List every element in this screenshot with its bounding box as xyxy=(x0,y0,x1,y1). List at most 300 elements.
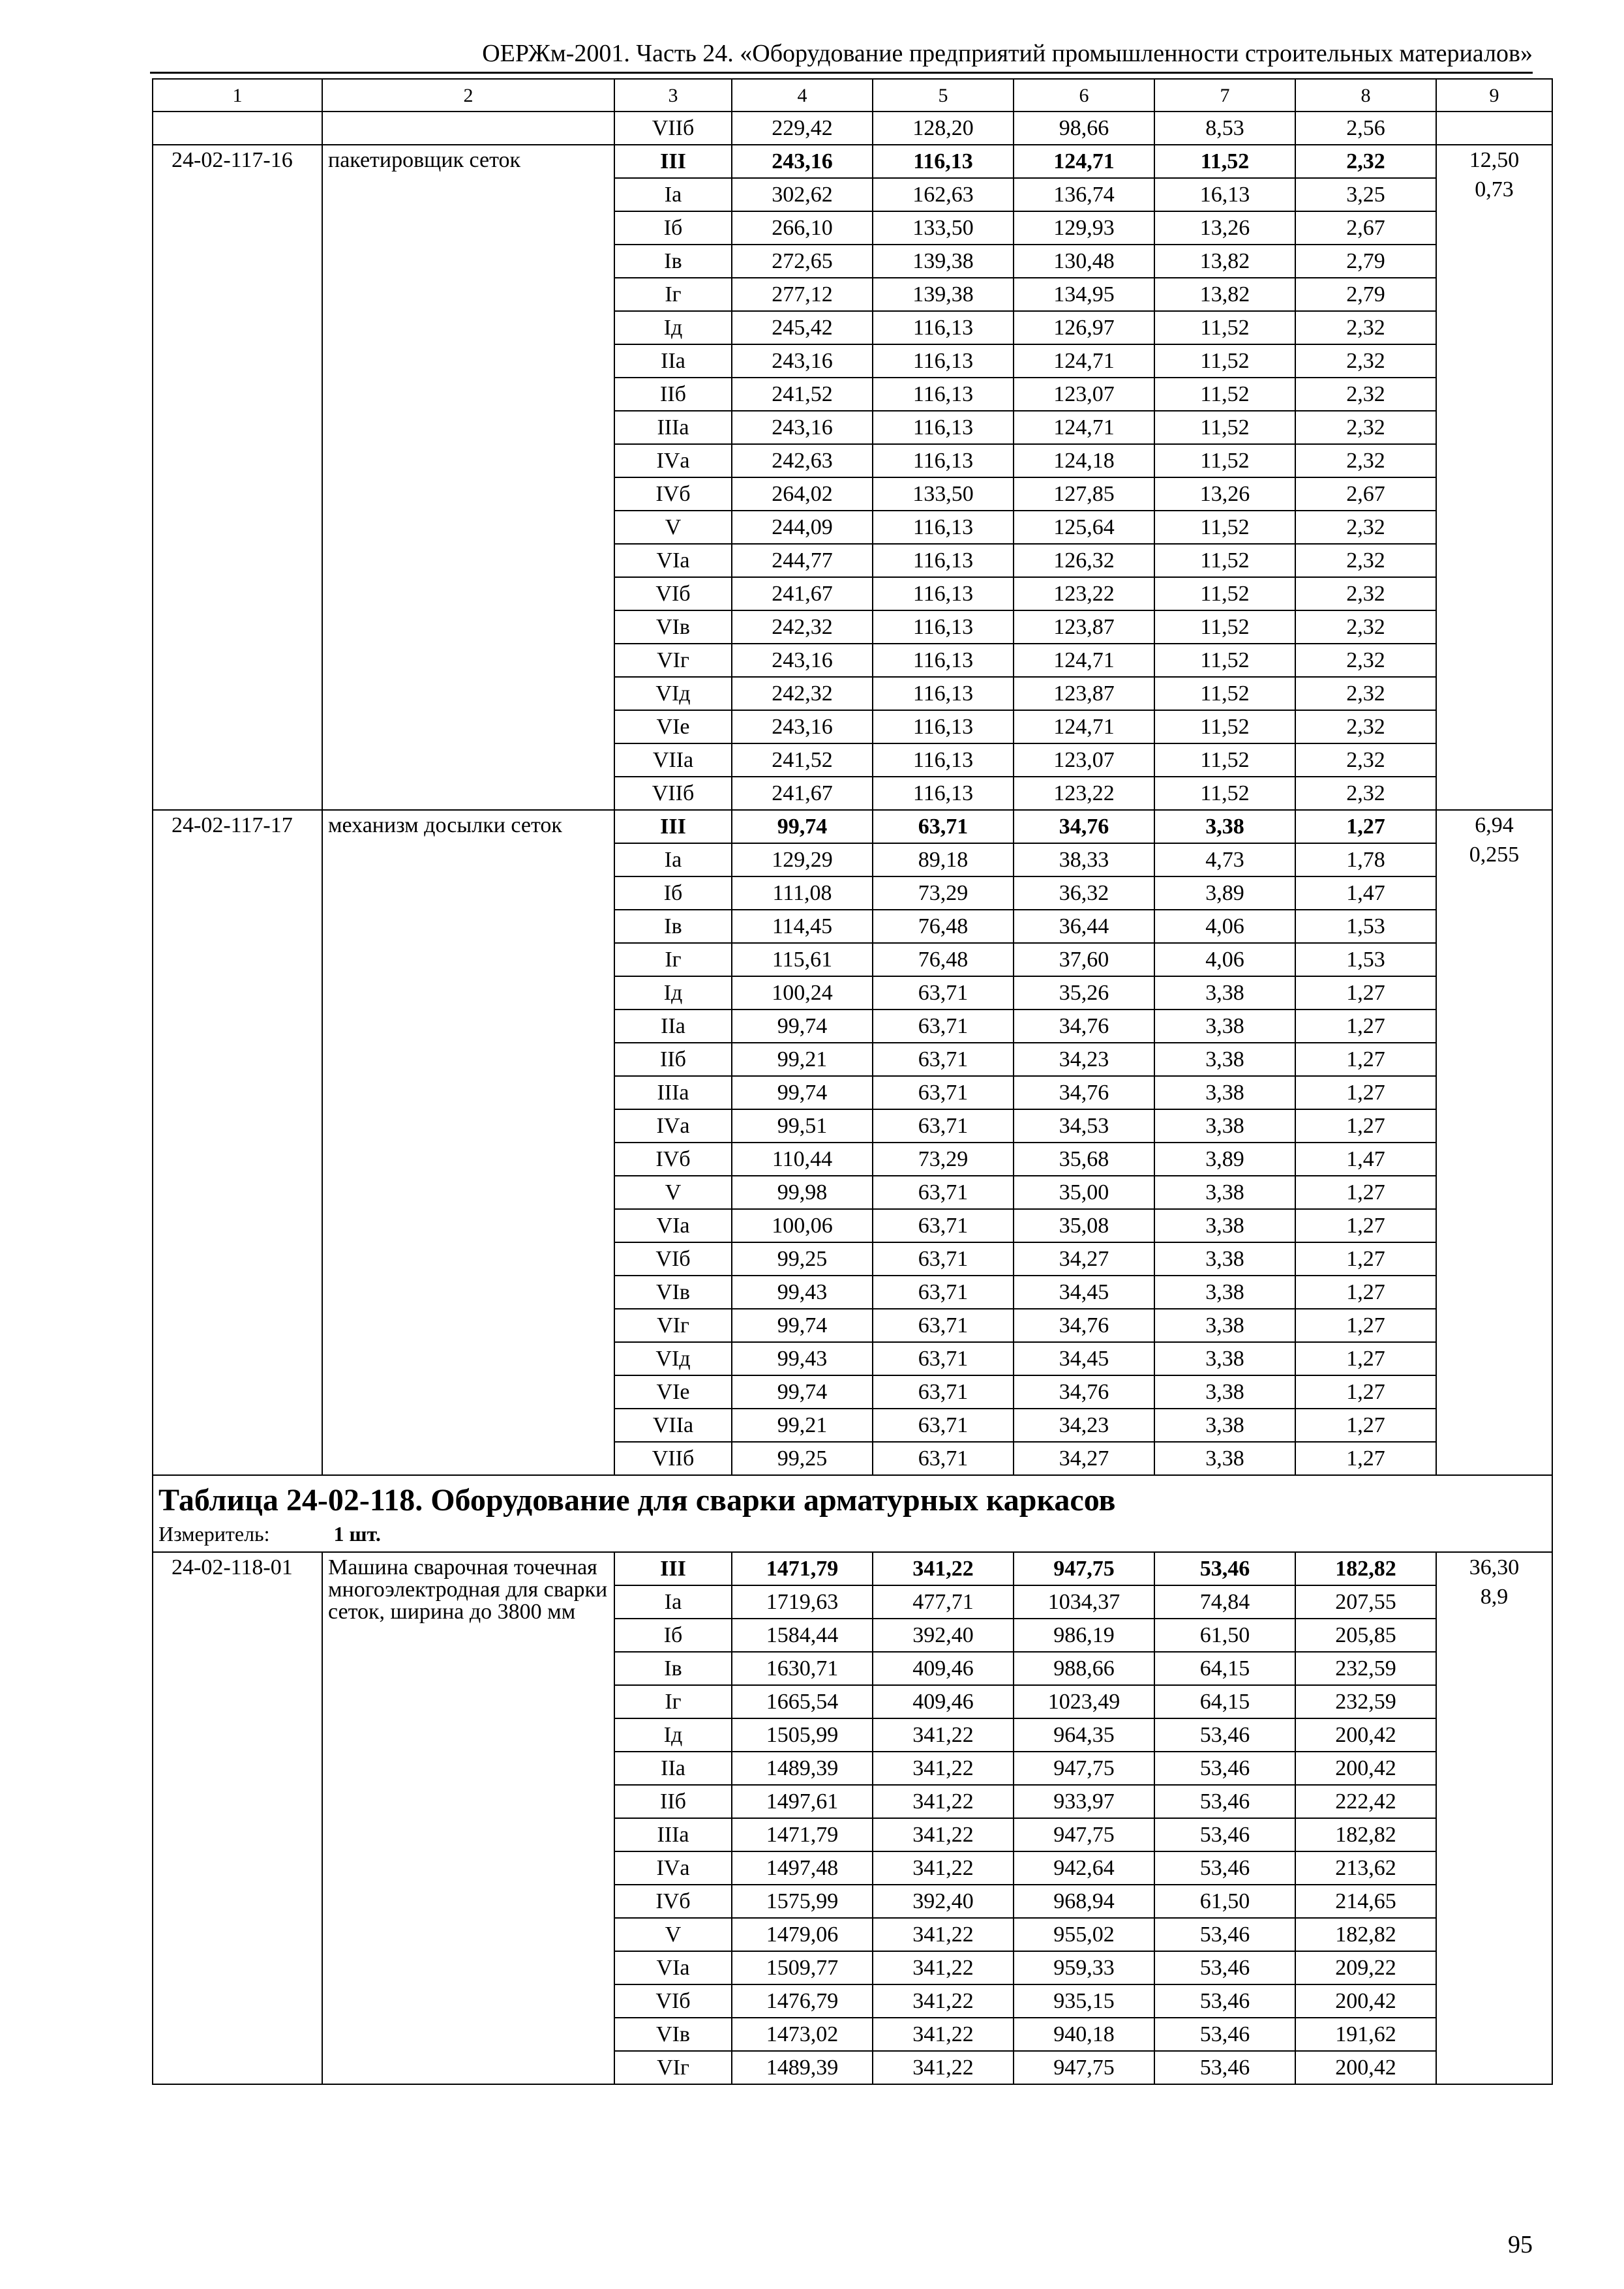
value-cell: 125,64 xyxy=(1014,511,1154,544)
value-cell: 1,27 xyxy=(1295,1209,1436,1242)
value-cell: 127,85 xyxy=(1014,477,1154,511)
value-cell: 222,42 xyxy=(1295,1785,1436,1818)
value-cell: 34,76 xyxy=(1014,1375,1154,1409)
value-cell: 2,32 xyxy=(1295,311,1436,344)
zone-cell: IIа xyxy=(614,1752,732,1785)
value-cell: 243,16 xyxy=(732,644,873,677)
value-cell: 73,29 xyxy=(873,876,1014,910)
value-cell: 3,38 xyxy=(1154,1242,1295,1276)
value-cell: 1,27 xyxy=(1295,1242,1436,1276)
zone-cell: Iд xyxy=(614,1718,732,1752)
value-cell: 73,29 xyxy=(873,1143,1014,1176)
zone-cell: III xyxy=(614,145,732,178)
value-cell: 63,71 xyxy=(873,1076,1014,1109)
zone-cell: III xyxy=(614,810,732,843)
value-cell: 3,89 xyxy=(1154,1143,1295,1176)
value-cell: 3,38 xyxy=(1154,810,1295,843)
value-cell: 3,38 xyxy=(1154,1176,1295,1209)
value-cell: 53,46 xyxy=(1154,1818,1295,1851)
value-cell: 409,46 xyxy=(873,1685,1014,1718)
value-cell: 243,16 xyxy=(732,145,873,178)
zone-cell: Iб xyxy=(614,876,732,910)
value-cell: 99,74 xyxy=(732,1375,873,1409)
zone-cell: IVа xyxy=(614,1109,732,1143)
value-cell: 182,82 xyxy=(1295,1552,1436,1585)
value-cell: 99,74 xyxy=(732,1309,873,1342)
name-cell xyxy=(322,112,614,145)
value-cell: 207,55 xyxy=(1295,1585,1436,1619)
value-cell: 191,62 xyxy=(1295,2018,1436,2051)
value-cell: 61,50 xyxy=(1154,1619,1295,1652)
value-cell: 11,52 xyxy=(1154,743,1295,777)
value-cell: 214,65 xyxy=(1295,1885,1436,1918)
value-cell: 99,25 xyxy=(732,1442,873,1475)
value-cell: 1,27 xyxy=(1295,1375,1436,1409)
measure-label: Измеритель: xyxy=(158,1522,270,1546)
zone-cell: V xyxy=(614,511,732,544)
value-cell: 129,93 xyxy=(1014,211,1154,245)
value-cell: 34,23 xyxy=(1014,1043,1154,1076)
value-cell: 3,38 xyxy=(1154,1076,1295,1109)
value-cell: 116,13 xyxy=(873,411,1014,444)
value-cell: 35,08 xyxy=(1014,1209,1154,1242)
value-cell: 100,24 xyxy=(732,976,873,1010)
value-cell: 1509,77 xyxy=(732,1951,873,1984)
value-cell: 947,75 xyxy=(1014,1818,1154,1851)
coef-value-2: 0,73 xyxy=(1475,177,1514,202)
value-cell: 244,77 xyxy=(732,544,873,577)
value-cell: 2,32 xyxy=(1295,677,1436,710)
value-cell: 341,22 xyxy=(873,1851,1014,1885)
value-cell: 232,59 xyxy=(1295,1652,1436,1685)
value-cell: 116,13 xyxy=(873,311,1014,344)
zone-cell: VIIа xyxy=(614,743,732,777)
value-cell: 124,18 xyxy=(1014,444,1154,477)
zone-cell: IIб xyxy=(614,1043,732,1076)
value-cell: 2,32 xyxy=(1295,710,1436,743)
value-cell: 123,87 xyxy=(1014,677,1154,710)
value-cell: 123,22 xyxy=(1014,577,1154,610)
value-cell: 139,38 xyxy=(873,278,1014,311)
value-cell: 935,15 xyxy=(1014,1984,1154,2018)
value-cell: 1034,37 xyxy=(1014,1585,1154,1619)
value-cell: 182,82 xyxy=(1295,1818,1436,1851)
value-cell: 116,13 xyxy=(873,145,1014,178)
value-cell: 99,51 xyxy=(732,1109,873,1143)
value-cell: 955,02 xyxy=(1014,1918,1154,1951)
value-cell: 241,67 xyxy=(732,577,873,610)
value-cell: 99,74 xyxy=(732,810,873,843)
zone-cell: VIб xyxy=(614,1984,732,2018)
value-cell: 38,33 xyxy=(1014,843,1154,876)
table-title-row xyxy=(153,1475,1552,1552)
value-cell: 392,40 xyxy=(873,1885,1014,1918)
value-cell: 34,27 xyxy=(1014,1442,1154,1475)
value-cell: 3,89 xyxy=(1154,876,1295,910)
value-cell: 13,82 xyxy=(1154,278,1295,311)
value-cell: 200,42 xyxy=(1295,1984,1436,2018)
value-cell: 392,40 xyxy=(873,1619,1014,1652)
value-cell: 2,32 xyxy=(1295,344,1436,378)
value-cell: 947,75 xyxy=(1014,2051,1154,2084)
value-cell: 341,22 xyxy=(873,2018,1014,2051)
value-cell: 2,32 xyxy=(1295,610,1436,644)
zone-cell: VIб xyxy=(614,1242,732,1276)
value-cell: 2,32 xyxy=(1295,577,1436,610)
value-cell: 4,73 xyxy=(1154,843,1295,876)
value-cell: 947,75 xyxy=(1014,1752,1154,1785)
zone-cell: IVа xyxy=(614,444,732,477)
value-cell: 11,52 xyxy=(1154,710,1295,743)
zone-cell: IVб xyxy=(614,1143,732,1176)
value-cell: 213,62 xyxy=(1295,1851,1436,1885)
value-cell: 241,52 xyxy=(732,743,873,777)
code-cell: 24-02-117-16 xyxy=(153,145,322,810)
value-cell: 34,45 xyxy=(1014,1342,1154,1375)
value-cell: 53,46 xyxy=(1154,1785,1295,1818)
value-cell: 63,71 xyxy=(873,1442,1014,1475)
value-cell: 243,16 xyxy=(732,710,873,743)
value-cell: 3,38 xyxy=(1154,1010,1295,1043)
coef-value-1: 6,94 xyxy=(1475,813,1514,837)
value-cell: 242,63 xyxy=(732,444,873,477)
value-cell: 3,38 xyxy=(1154,1276,1295,1309)
value-cell: 2,32 xyxy=(1295,644,1436,677)
value-cell: 244,09 xyxy=(732,511,873,544)
value-cell: 116,13 xyxy=(873,378,1014,411)
column-number: 1 xyxy=(153,79,322,112)
value-cell: 124,71 xyxy=(1014,411,1154,444)
value-cell: 341,22 xyxy=(873,1984,1014,2018)
value-cell: 302,62 xyxy=(732,178,873,211)
value-cell: 99,21 xyxy=(732,1043,873,1076)
value-cell: 1,27 xyxy=(1295,1076,1436,1109)
value-cell: 200,42 xyxy=(1295,2051,1436,2084)
code-cell xyxy=(153,112,322,145)
zone-cell: VIд xyxy=(614,677,732,710)
zone-cell: Iг xyxy=(614,278,732,311)
value-cell: 126,32 xyxy=(1014,544,1154,577)
table-row xyxy=(153,810,1552,843)
zone-cell: Iг xyxy=(614,943,732,976)
value-cell: 76,48 xyxy=(873,943,1014,976)
value-cell: 477,71 xyxy=(873,1585,1014,1619)
value-cell: 1584,44 xyxy=(732,1619,873,1652)
value-cell: 341,22 xyxy=(873,1718,1014,1752)
value-cell: 2,32 xyxy=(1295,743,1436,777)
zone-cell: VIв xyxy=(614,2018,732,2051)
value-cell: 3,38 xyxy=(1154,976,1295,1010)
value-cell: 986,19 xyxy=(1014,1619,1154,1652)
value-cell: 241,52 xyxy=(732,378,873,411)
zone-cell: III xyxy=(614,1552,732,1585)
zone-cell: Iд xyxy=(614,976,732,1010)
zone-cell: VIа xyxy=(614,1951,732,1984)
value-cell: 1,27 xyxy=(1295,1342,1436,1375)
value-cell: 341,22 xyxy=(873,1752,1014,1785)
value-cell: 1023,49 xyxy=(1014,1685,1154,1718)
value-cell: 959,33 xyxy=(1014,1951,1154,1984)
value-cell: 123,22 xyxy=(1014,777,1154,810)
value-cell: 2,67 xyxy=(1295,211,1436,245)
value-cell: 1,27 xyxy=(1295,1309,1436,1342)
value-cell: 16,13 xyxy=(1154,178,1295,211)
value-cell: 116,13 xyxy=(873,544,1014,577)
column-number: 5 xyxy=(873,79,1014,112)
value-cell: 1476,79 xyxy=(732,1984,873,2018)
value-cell: 11,52 xyxy=(1154,344,1295,378)
value-cell: 1,27 xyxy=(1295,1442,1436,1475)
value-cell: 200,42 xyxy=(1295,1718,1436,1752)
value-cell: 3,38 xyxy=(1154,1209,1295,1242)
value-cell: 341,22 xyxy=(873,1918,1014,1951)
value-cell: 241,67 xyxy=(732,777,873,810)
value-cell: 205,85 xyxy=(1295,1619,1436,1652)
value-cell: 1,53 xyxy=(1295,943,1436,976)
value-cell: 99,74 xyxy=(732,1076,873,1109)
value-cell: 341,22 xyxy=(873,1951,1014,1984)
value-cell: 53,46 xyxy=(1154,2051,1295,2084)
zone-cell: IVб xyxy=(614,477,732,511)
value-cell: 63,71 xyxy=(873,1010,1014,1043)
zone-cell: VIг xyxy=(614,1309,732,1342)
value-cell: 139,38 xyxy=(873,245,1014,278)
value-cell: 34,53 xyxy=(1014,1109,1154,1143)
value-cell: 266,10 xyxy=(732,211,873,245)
value-cell: 13,26 xyxy=(1154,477,1295,511)
value-cell: 114,45 xyxy=(732,910,873,943)
column-number: 4 xyxy=(732,79,873,112)
code-cell: 24-02-117-17 xyxy=(153,810,322,1475)
value-cell: 53,46 xyxy=(1154,1951,1295,1984)
zone-cell: Iб xyxy=(614,211,732,245)
value-cell: 63,71 xyxy=(873,1342,1014,1375)
value-cell: 116,13 xyxy=(873,577,1014,610)
value-cell: 34,45 xyxy=(1014,1276,1154,1309)
value-cell: 11,52 xyxy=(1154,311,1295,344)
value-cell: 34,76 xyxy=(1014,1309,1154,1342)
zone-cell: IIIа xyxy=(614,1076,732,1109)
zone-cell: VIе xyxy=(614,710,732,743)
value-cell: 64,15 xyxy=(1154,1652,1295,1685)
value-cell: 3,38 xyxy=(1154,1409,1295,1442)
value-cell: 940,18 xyxy=(1014,2018,1154,2051)
zone-cell: IVб xyxy=(614,1885,732,1918)
zone-cell: IIб xyxy=(614,1785,732,1818)
column-number: 7 xyxy=(1154,79,1295,112)
value-cell: 1,27 xyxy=(1295,1043,1436,1076)
zone-cell: VIг xyxy=(614,2051,732,2084)
zone-cell: IVа xyxy=(614,1851,732,1885)
value-cell: 63,71 xyxy=(873,976,1014,1010)
value-cell: 116,13 xyxy=(873,677,1014,710)
value-cell: 99,25 xyxy=(732,1242,873,1276)
zone-cell: Iд xyxy=(614,311,732,344)
coef-value-2: 8,9 xyxy=(1480,1585,1509,1609)
value-cell: 3,38 xyxy=(1154,1309,1295,1342)
measure-value: 1 шт. xyxy=(333,1522,381,1546)
value-cell: 116,13 xyxy=(873,644,1014,677)
value-cell: 11,52 xyxy=(1154,777,1295,810)
value-cell: 116,13 xyxy=(873,511,1014,544)
value-cell: 63,71 xyxy=(873,1043,1014,1076)
value-cell: 409,46 xyxy=(873,1652,1014,1685)
value-cell: 2,32 xyxy=(1295,444,1436,477)
value-cell: 130,48 xyxy=(1014,245,1154,278)
value-cell: 126,97 xyxy=(1014,311,1154,344)
value-cell: 3,38 xyxy=(1154,1442,1295,1475)
zone-cell: VIг xyxy=(614,644,732,677)
value-cell: 124,71 xyxy=(1014,644,1154,677)
name-cell: механизм досылки сеток xyxy=(322,810,614,1475)
value-cell: 63,71 xyxy=(873,1109,1014,1143)
value-cell: 1489,39 xyxy=(732,2051,873,2084)
column-number: 2 xyxy=(322,79,614,112)
table-title-cell xyxy=(153,1475,1552,1552)
coef-value-1: 36,30 xyxy=(1469,1555,1520,1579)
zone-cell: IIб xyxy=(614,378,732,411)
value-cell: 123,87 xyxy=(1014,610,1154,644)
value-cell: 264,02 xyxy=(732,477,873,511)
value-cell: 34,76 xyxy=(1014,810,1154,843)
value-cell: 11,52 xyxy=(1154,145,1295,178)
coef-cell xyxy=(1436,112,1552,145)
value-cell: 3,38 xyxy=(1154,1043,1295,1076)
value-cell: 53,46 xyxy=(1154,2018,1295,2051)
zone-cell: VIIб xyxy=(614,112,732,145)
value-cell: 11,52 xyxy=(1154,610,1295,644)
value-cell: 3,38 xyxy=(1154,1109,1295,1143)
coef-cell xyxy=(1436,145,1552,810)
column-number-row xyxy=(153,79,1552,112)
value-cell: 34,76 xyxy=(1014,1076,1154,1109)
zone-cell: IIIа xyxy=(614,1818,732,1851)
zone-cell: IIа xyxy=(614,344,732,378)
zone-cell: Iв xyxy=(614,1652,732,1685)
value-cell: 53,46 xyxy=(1154,1752,1295,1785)
zone-cell: IIа xyxy=(614,1010,732,1043)
value-cell: 1630,71 xyxy=(732,1652,873,1685)
column-number: 9 xyxy=(1436,79,1552,112)
value-cell: 3,38 xyxy=(1154,1375,1295,1409)
value-cell: 116,13 xyxy=(873,777,1014,810)
zone-cell: VIе xyxy=(614,1375,732,1409)
coef-cell xyxy=(1436,1552,1552,2084)
zone-cell: Iб xyxy=(614,1619,732,1652)
value-cell: 99,21 xyxy=(732,1409,873,1442)
value-cell: 1,27 xyxy=(1295,1276,1436,1309)
value-cell: 99,43 xyxy=(732,1276,873,1309)
value-cell: 229,42 xyxy=(732,112,873,145)
value-cell: 2,56 xyxy=(1295,112,1436,145)
value-cell: 11,52 xyxy=(1154,444,1295,477)
value-cell: 947,75 xyxy=(1014,1552,1154,1585)
value-cell: 988,66 xyxy=(1014,1652,1154,1685)
value-cell: 36,32 xyxy=(1014,876,1154,910)
value-cell: 61,50 xyxy=(1154,1885,1295,1918)
value-cell: 162,63 xyxy=(873,178,1014,211)
value-cell: 124,71 xyxy=(1014,710,1154,743)
value-cell: 53,46 xyxy=(1154,1918,1295,1951)
value-cell: 11,52 xyxy=(1154,677,1295,710)
value-cell: 1575,99 xyxy=(732,1885,873,1918)
zone-cell: VIIб xyxy=(614,777,732,810)
value-cell: 1,47 xyxy=(1295,1143,1436,1176)
value-cell: 1479,06 xyxy=(732,1918,873,1951)
zone-cell: V xyxy=(614,1918,732,1951)
column-number: 8 xyxy=(1295,79,1436,112)
name-cell: Машина сварочная точечная многоэлектродная для сварки сеток, ширина до 3800 мм xyxy=(322,1552,614,2084)
value-cell: 1,53 xyxy=(1295,910,1436,943)
value-cell: 2,79 xyxy=(1295,245,1436,278)
value-cell: 1719,63 xyxy=(732,1585,873,1619)
zone-cell: Iа xyxy=(614,1585,732,1619)
value-cell: 76,48 xyxy=(873,910,1014,943)
value-cell: 116,13 xyxy=(873,710,1014,743)
value-cell: 63,71 xyxy=(873,1176,1014,1209)
value-cell: 63,71 xyxy=(873,1409,1014,1442)
value-cell: 116,13 xyxy=(873,444,1014,477)
value-cell: 11,52 xyxy=(1154,544,1295,577)
value-cell: 1,27 xyxy=(1295,1109,1436,1143)
value-cell: 277,12 xyxy=(732,278,873,311)
value-cell: 341,22 xyxy=(873,1818,1014,1851)
value-cell: 63,71 xyxy=(873,1209,1014,1242)
value-cell: 242,32 xyxy=(732,677,873,710)
value-cell: 123,07 xyxy=(1014,743,1154,777)
zone-cell: Iа xyxy=(614,178,732,211)
zone-cell: VIа xyxy=(614,1209,732,1242)
zone-cell: VIв xyxy=(614,610,732,644)
value-cell: 116,13 xyxy=(873,344,1014,378)
value-cell: 1,27 xyxy=(1295,976,1436,1010)
column-number: 6 xyxy=(1014,79,1154,112)
value-cell: 63,71 xyxy=(873,810,1014,843)
value-cell: 35,68 xyxy=(1014,1143,1154,1176)
value-cell: 63,71 xyxy=(873,1276,1014,1309)
zone-cell: IIIа xyxy=(614,411,732,444)
value-cell: 964,35 xyxy=(1014,1718,1154,1752)
code-cell: 24-02-118-01 xyxy=(153,1552,322,2084)
value-cell: 98,66 xyxy=(1014,112,1154,145)
value-cell: 1497,61 xyxy=(732,1785,873,1818)
value-cell: 2,32 xyxy=(1295,544,1436,577)
value-cell: 124,71 xyxy=(1014,344,1154,378)
table-row xyxy=(153,145,1552,178)
value-cell: 116,13 xyxy=(873,610,1014,644)
zone-cell: Iв xyxy=(614,245,732,278)
value-cell: 110,44 xyxy=(732,1143,873,1176)
table-row xyxy=(153,112,1552,145)
value-cell: 123,07 xyxy=(1014,378,1154,411)
coef-value-1: 12,50 xyxy=(1469,148,1520,172)
value-cell: 2,32 xyxy=(1295,411,1436,444)
table-title: Таблица 24-02-118. Оборудование для сварки арматурных каркасов xyxy=(158,1483,1116,1518)
value-cell: 272,65 xyxy=(732,245,873,278)
rates-table xyxy=(152,78,1553,2085)
value-cell: 99,43 xyxy=(732,1342,873,1375)
value-cell: 89,18 xyxy=(873,843,1014,876)
value-cell: 1471,79 xyxy=(732,1552,873,1585)
zone-cell: V xyxy=(614,1176,732,1209)
value-cell: 11,52 xyxy=(1154,378,1295,411)
value-cell: 341,22 xyxy=(873,1785,1014,1818)
value-cell: 8,53 xyxy=(1154,112,1295,145)
value-cell: 2,32 xyxy=(1295,777,1436,810)
value-cell: 129,29 xyxy=(732,843,873,876)
value-cell: 136,74 xyxy=(1014,178,1154,211)
value-cell: 115,61 xyxy=(732,943,873,976)
